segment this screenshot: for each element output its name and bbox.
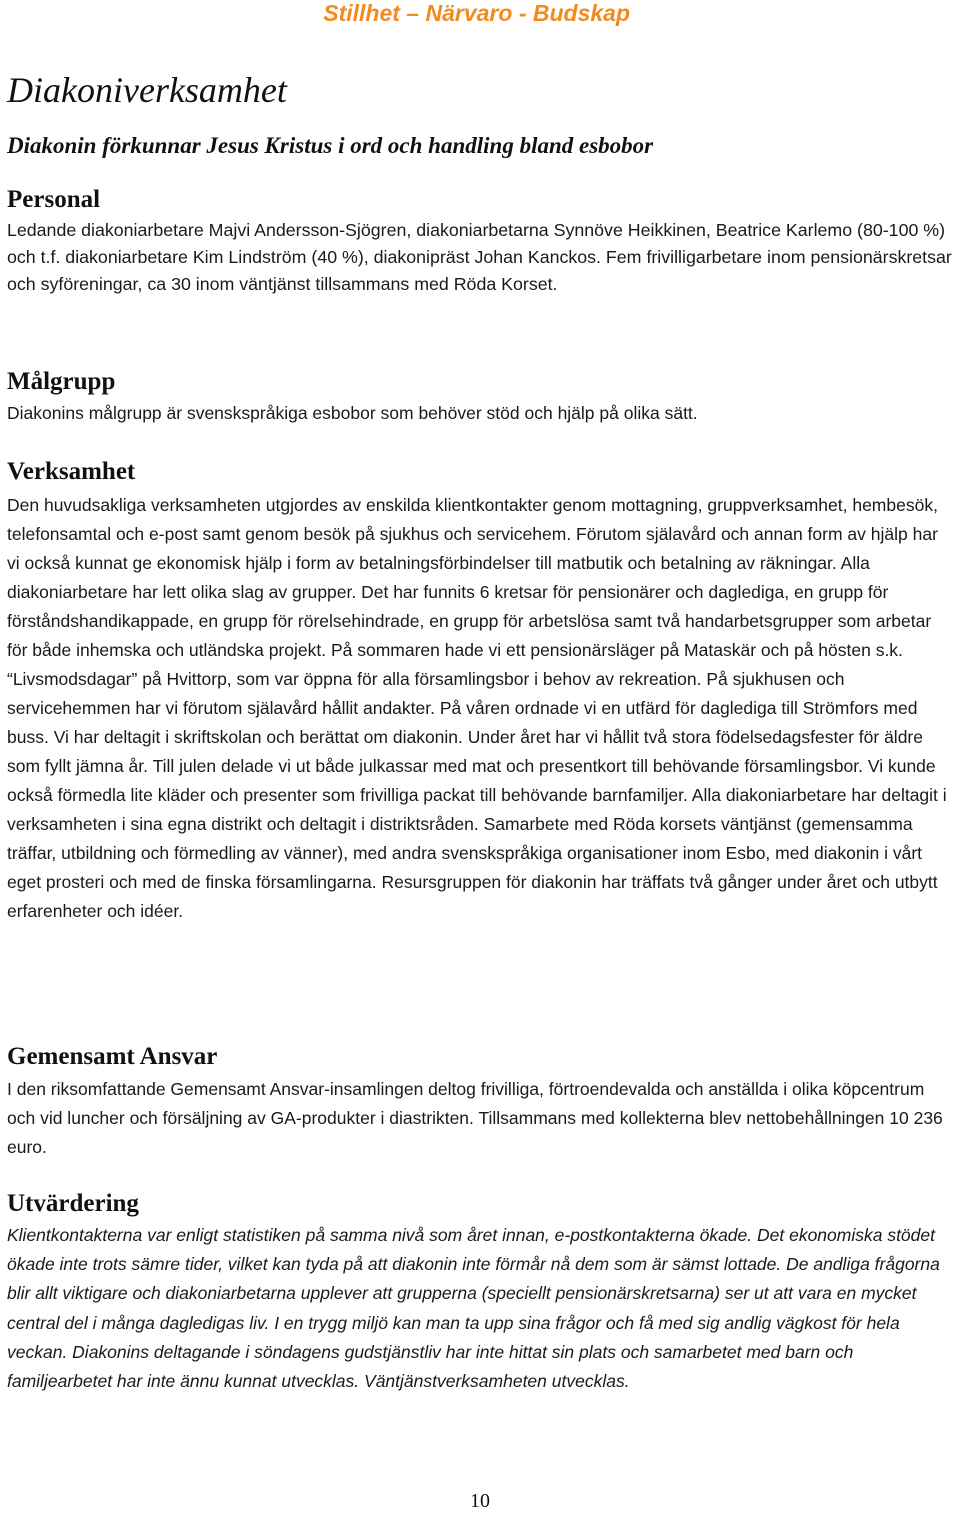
section-heading-personal: Personal bbox=[7, 186, 101, 213]
section-heading-malgrupp: Målgrupp bbox=[7, 368, 116, 395]
section-gemensamt-ansvar bbox=[7, 1042, 953, 1162]
section-malgrupp bbox=[7, 367, 953, 428]
page-number: 10 bbox=[470, 1490, 490, 1512]
section-text-verksamhet: Den huvudsakliga verksamheten utgjordes av enskilda klientkontakter genom mottagning, gruppverksamhet, hembesök, telefonsamtal och e-post samt genom besök på sjukhus och servicehem. Förutom själavård och annan form av hjälp har vi också kunnat ge ekonomisk hjälp i form av betalningsförbindelser till matbutik och betalning av räkningar. Alla diakoniarbetare har lett olika slag av grupper. Det har funnits 6 kretsar för pensionärer och daglediga, en grupp för förståndshandikappade, en grupp för rörelsehindrade, en grupp för arbetslösa samt två handarbetsgrupper som arbetar för både inhemska och utländska projekt. På sommaren hade vi ett pensionärsläger på Mataskär och på hösten s.k. “Livsmodsdagar” på Hvittorp, som var öppna för alla församlingsbor i behov av rekreation. På sjukhusen och servicehemmen har vi förutom själavård hållit andakter. På våren ordnade vi en utfärd för daglediga till Strömfors med buss. Vi har deltagit i skriftskolan och berättat om diakonin. Under året har vi hållit två stora födelsedagsfester för äldre som fyllt jämna år. Till julen delade vi ut både julkassar med mat och presentkort till behövande församlingsbor. Vi kunde också förmedla lite kläder och presenter som frivilliga packat till behövande barnfamiljer. Alla diakoniarbetare har deltagit i verksamheten i sina egna distrikt och deltagit i distriktsråden. Samarbete med Röda korsets väntjänst (gemensamma träffar, utbildning och förmedling av vänner), med andra svenskspråkiga organisationer inom Esbo, med diakonin i vårt eget prosteri och med de finska församlingarna. Resursgruppen för diakonin har träffats två gånger under året och utbytt erfarenheter och idéer. bbox=[7, 495, 947, 921]
page-subtitle: Diakonin förkunnar Jesus Kristus i ord och handling bland esbobor bbox=[7, 133, 654, 158]
section-heading-utvardering: Utvärdering bbox=[7, 1190, 139, 1217]
page-title: Diakoniverksamhet bbox=[7, 70, 287, 110]
section-verksamhet bbox=[7, 457, 953, 926]
section-text-malgrupp: Diakonins målgrupp är svenskspråkiga esbobor som behöver stöd och hjälp på olika sätt. bbox=[7, 403, 698, 423]
header-tagline: Stillhet – Närvaro - Budskap bbox=[323, 0, 630, 26]
section-text-personal: Ledande diakoniarbetare Majvi Andersson-Sjögren, diakoniarbetarna Synnöve Heikkinen, Beatrice Karlemo (80-100 %) och t.f. diakoniarbetare Kim Lindström (40 %), diakonipräst Johan Kanckos. Fem frivilligarbetare inom pensionärskretsar och syföreningar, ca 30 inom väntjänst tillsammans med Röda Korset. bbox=[7, 220, 952, 294]
section-heading-verksamhet: Verksamhet bbox=[7, 458, 136, 485]
section-text-gemensamt-ansvar: I den riksomfattande Gemensamt Ansvar-insamlingen deltog frivilliga, förtroendevalda och anställda i olika köpcentrum och vid luncher och försäljning av GA-produkter i diastrikten. Tillsammans med kollekterna blev nettobehållningen 10 236 euro. bbox=[7, 1079, 943, 1157]
section-heading-gemensamt-ansvar: Gemensamt Ansvar bbox=[7, 1043, 218, 1070]
section-utvardering bbox=[7, 1189, 953, 1396]
section-text-utvardering: Klientkontakterna var enligt statistiken på samma nivå som året innan, e-postkontakterna ökade. Det ekonomiska stödet ökade inte trots sämre tider, vilket kan tyda på att diakonin inte förmår nå dem som är sämst lottade. De andliga frågorna blir allt viktigare och diakoniarbetarna upplever att grupperna (speciellt pensionärskretsarna) ser ut att vara en mycket central del i många dagledigas liv. I en trygg miljö kan man ta upp sina frågor och få med sig andlig vägkost för hela veckan. Diakonins deltagande i söndagens gudstjänstliv har inte hittat sin plats och samarbetet med barn och familjearbetet har inte ännu kunnat utvecklas. Väntjänstverksamheten utvecklas. bbox=[7, 1225, 940, 1392]
section-personal bbox=[7, 185, 953, 298]
